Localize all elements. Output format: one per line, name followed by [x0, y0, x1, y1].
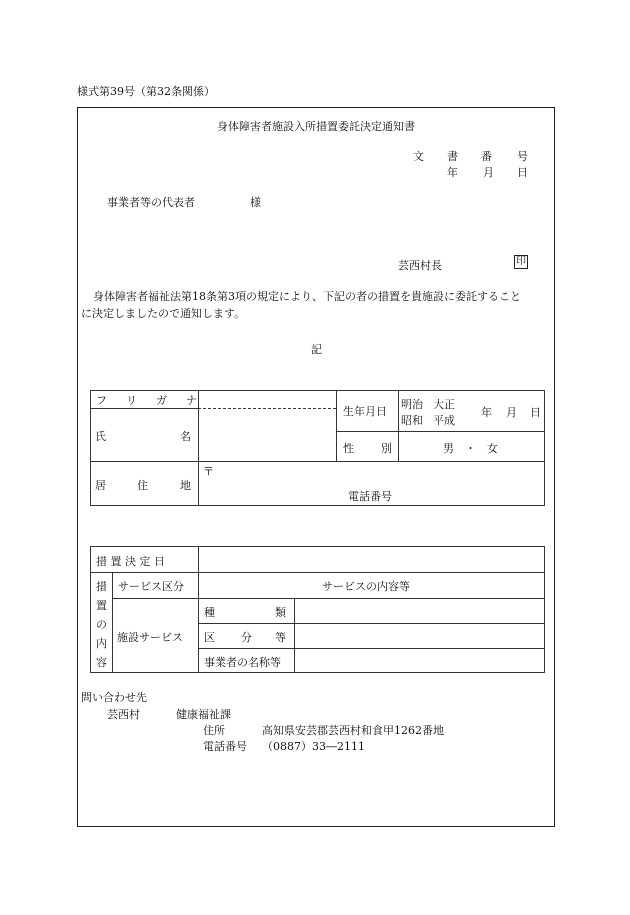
- doc-bunsho: 文: [413, 150, 424, 163]
- seal-stamp: 印: [516, 256, 526, 267]
- phone-label: 電話番号: [348, 490, 392, 503]
- postal-mark: 〒: [203, 465, 214, 478]
- sex-label-2: 別: [381, 442, 392, 455]
- furigana-4: ナ: [186, 394, 197, 407]
- contact-dept: 健康福祉課: [176, 708, 231, 721]
- service-category-label: サービス区分: [118, 580, 184, 593]
- doc-ban: 番: [481, 150, 492, 163]
- era-meiji: 明治: [401, 398, 423, 411]
- division-label-3: 等: [275, 631, 286, 644]
- residence-label-1: 居: [95, 479, 106, 492]
- body-line-1: 身体障害者福祉法第18条第3項の規定により、下記の者の措置を貴施設に委託すること: [93, 290, 521, 303]
- side-3: の: [96, 618, 107, 631]
- side-2: 置: [96, 599, 107, 612]
- furigana-3: ガ: [156, 394, 167, 407]
- division-label-2: 分: [241, 631, 252, 644]
- kind-label-1: 種: [204, 606, 215, 619]
- service-content-label: サービスの内容等: [322, 580, 410, 593]
- addressee-honorific: 様: [250, 196, 261, 209]
- decision-date-label: 措 置 決 定 日: [96, 555, 165, 568]
- birth-year: 年: [481, 406, 492, 419]
- provider-name-label: 事業者の名称等: [204, 656, 281, 669]
- contact-village: 芸西村: [107, 708, 140, 721]
- residence-label-3: 地: [180, 479, 191, 492]
- date-month: 月: [483, 166, 494, 179]
- contact-address-label: 住所: [203, 724, 225, 737]
- sex-value: 男 ・ 女: [443, 442, 498, 455]
- contact-heading: 問い合わせ先: [81, 691, 147, 704]
- era-taisho: 大正: [433, 398, 455, 411]
- sex-label-1: 性: [343, 442, 354, 455]
- sender-label: 芸西村長: [398, 259, 442, 272]
- side-4: 内: [96, 637, 107, 650]
- birthdate-label: 生年月日: [343, 405, 387, 418]
- date-day: 日: [517, 166, 528, 179]
- side-1: 措: [96, 580, 107, 593]
- facility-service-label: 施設サービス: [117, 631, 183, 644]
- kind-label-2: 類: [275, 606, 286, 619]
- birth-month: 月: [506, 406, 517, 419]
- document-title: 身体障害者施設入所措置委託決定通知書: [217, 120, 415, 133]
- name-label-2: 名: [180, 430, 191, 443]
- side-5: 容: [96, 656, 107, 669]
- contact-tel: （0887）33―2111: [262, 740, 365, 753]
- furigana-2: リ: [126, 394, 137, 407]
- date-year: 年: [447, 166, 458, 179]
- doc-sho: 書: [447, 150, 458, 163]
- division-label-1: 区: [204, 631, 215, 644]
- residence-label-2: 住: [137, 479, 148, 492]
- addressee-label: 事業者等の代表者: [107, 196, 195, 209]
- furigana-1: フ: [96, 394, 107, 407]
- ki-heading: 記: [311, 343, 322, 356]
- era-heisei: 平成: [433, 414, 455, 427]
- form-number: 様式第39号（第32条関係）: [77, 85, 215, 98]
- doc-go: 号: [517, 150, 528, 163]
- era-showa: 昭和: [401, 414, 423, 427]
- contact-tel-label: 電話番号: [203, 740, 247, 753]
- name-label-1: 氏: [95, 430, 106, 443]
- birth-day: 日: [530, 406, 541, 419]
- body-line-2: に決定しましたので通知します。: [81, 307, 246, 320]
- contact-address: 高知県安芸郡芸西村和食甲1262番地: [262, 724, 444, 737]
